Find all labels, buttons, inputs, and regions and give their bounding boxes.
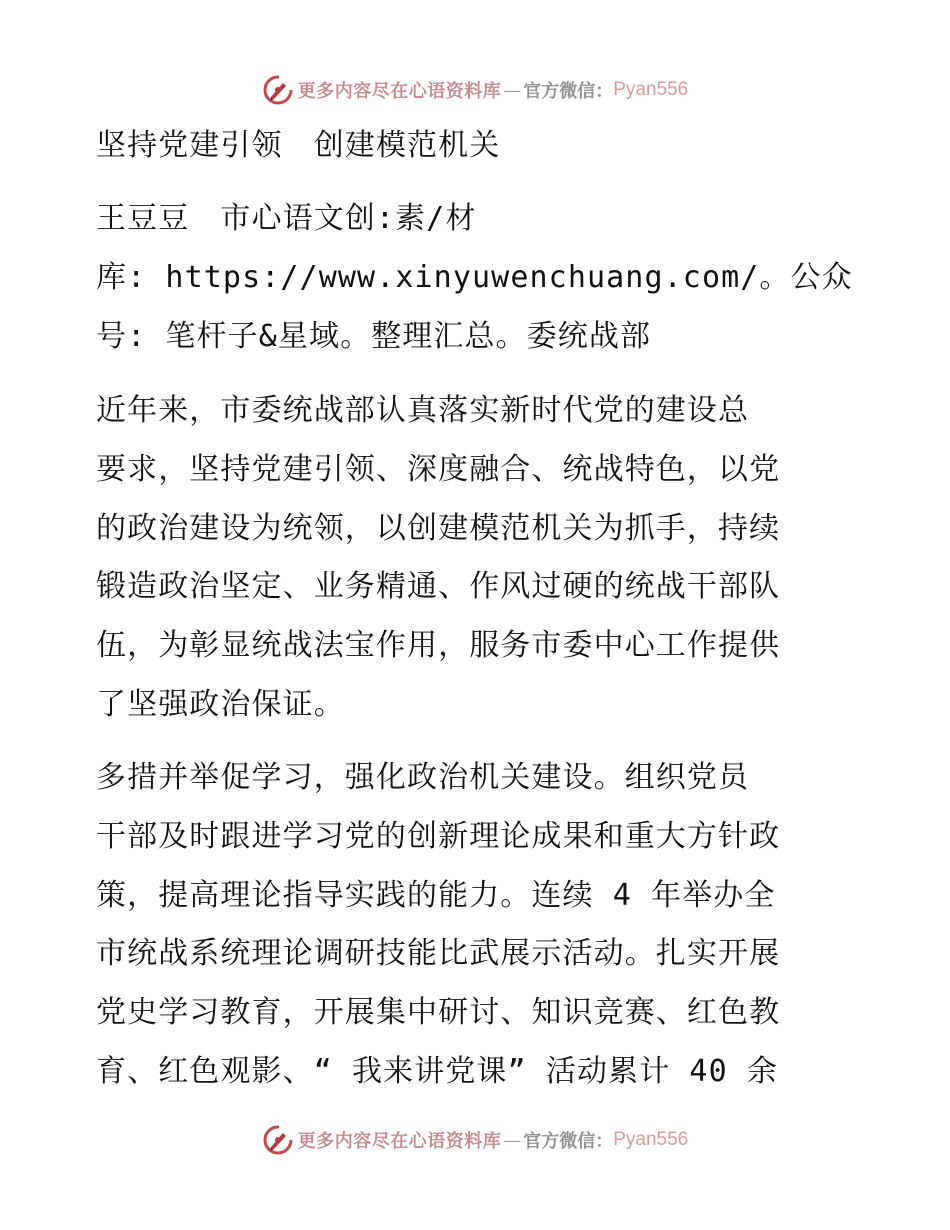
footer-banner	[0, 1120, 950, 1160]
paragraph-line: 要求，坚持党建引领、深度融合、统战特色，以党	[96, 452, 781, 487]
paragraph-line: 党史学习教育，开展集中研讨、知识竞赛、红色教	[96, 995, 781, 1030]
banner-wechat-id: Pyan556	[613, 1129, 689, 1150]
paragraph-line: 育、红色观影、“ 我来讲党课” 活动累计 40 余	[96, 1054, 778, 1089]
header-banner	[0, 70, 950, 110]
banner-text: 更多内容尽在心语资料库	[297, 1131, 502, 1152]
paragraph-line: 多措并举促学习，强化政治机关建设。组织党员	[96, 760, 750, 795]
document-title: 坚持党建引领 创建模范机关	[96, 128, 501, 163]
paragraph-line: 近年来，市委统战部认真落实新时代党的建设总	[96, 393, 750, 428]
pen-in-circle-icon	[262, 1124, 294, 1156]
banner-separator: —	[503, 79, 522, 101]
byline-line: 王豆豆 市心语文创:素/材	[96, 201, 477, 236]
paragraph-line: 策，提高理论指导实践的能力。连续 4 年举办全	[96, 878, 776, 913]
paragraph-line: 干部及时跟进学习党的创新理论成果和重大方针政	[96, 819, 781, 854]
banner-wechat-id: Pyan556	[613, 79, 689, 100]
byline-line: 库: https://www.xinyuwenchuang.com/。公众	[96, 260, 853, 295]
banner-wechat-label: 官方微信：	[523, 1131, 614, 1152]
paragraph-line: 伍，为彰显统战法宝作用，服务市委中心工作提供	[96, 628, 781, 663]
paragraph-line: 市统战系统理论调研技能比武展示活动。扎实开展	[96, 936, 781, 971]
paragraph-line: 的政治建设为统领，以创建模范机关为抓手，持续	[96, 511, 781, 546]
banner-wechat-label: 官方微信：	[523, 81, 614, 102]
pen-in-circle-icon	[262, 74, 294, 106]
paragraph-line: 了坚强政治保证。	[96, 687, 345, 722]
banner-text: 更多内容尽在心语资料库	[297, 81, 502, 102]
byline-line: 号: 笔杆子&星域。整理汇总。委统战部	[96, 319, 652, 354]
banner-separator: —	[503, 1129, 522, 1151]
paragraph-line: 锻造政治坚定、业务精通、作风过硬的统战干部队	[96, 569, 781, 604]
